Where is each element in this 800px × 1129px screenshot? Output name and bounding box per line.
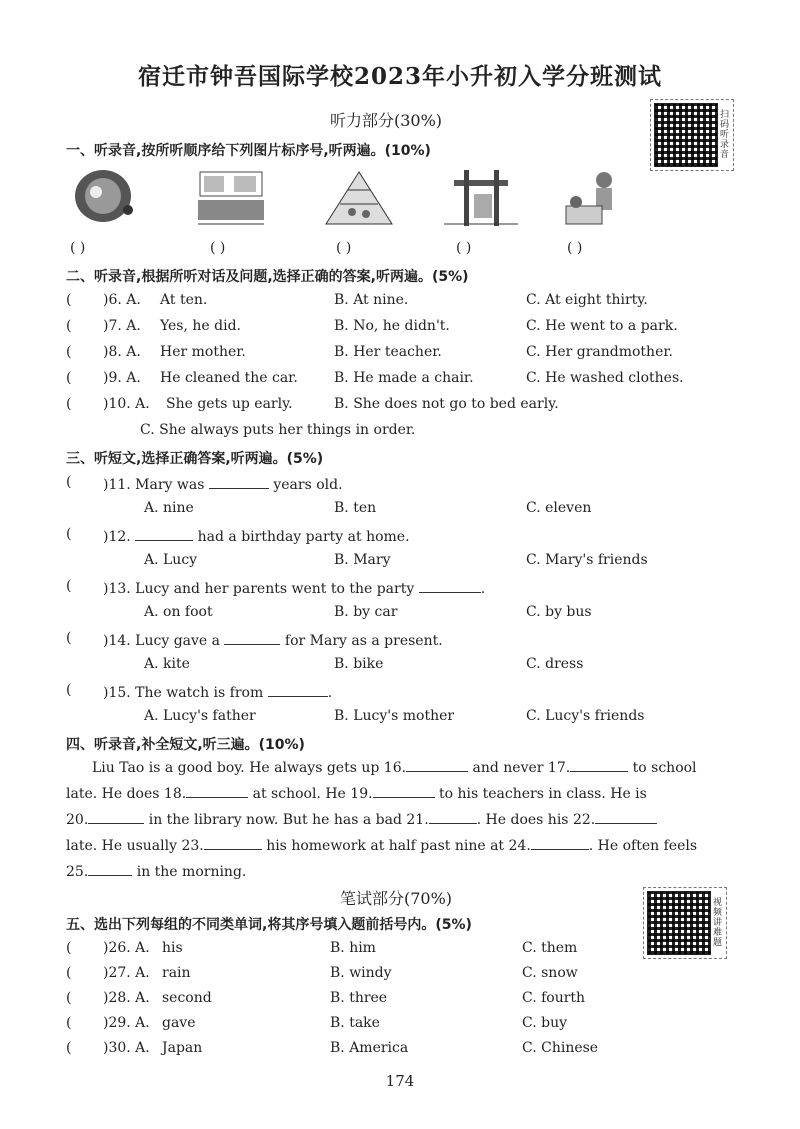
- option-a: A. Lucy's father: [144, 708, 256, 724]
- question-number: )29. A.: [103, 1015, 150, 1031]
- question-number: )8. A.: [103, 344, 141, 360]
- option-a: gave: [162, 1015, 196, 1031]
- picture-3-answer[interactable]: ( ): [336, 240, 352, 256]
- qr-code-icon: [654, 103, 718, 167]
- stem-start: )15. The watch is from: [103, 685, 264, 701]
- page-title: 宿迁市钟吾国际学校2023年小升初入学分班测试: [137, 63, 662, 90]
- answer-blank[interactable]: [135, 526, 193, 541]
- option-a: She gets up early.: [166, 396, 293, 412]
- stem-start: )11. Mary was: [103, 477, 205, 493]
- passage-text: at school. He: [252, 786, 346, 802]
- answer-blank[interactable]: [209, 474, 269, 489]
- answer-paren[interactable]: (: [66, 990, 72, 1006]
- option-c: C. Mary's friends: [526, 552, 648, 568]
- picture-3-icon: [322, 166, 396, 228]
- passage-text: and never: [472, 760, 544, 776]
- blank-number: 22.: [572, 812, 596, 828]
- option-a: his: [162, 940, 183, 956]
- passage-text: in the library now. But he has a bad: [148, 812, 402, 828]
- question-stem: [103, 578, 485, 597]
- picture-2-icon: [194, 166, 268, 228]
- option-b: B. She does not go to bed early.: [334, 396, 559, 412]
- question-stem: [103, 474, 343, 493]
- answer-paren[interactable]: (: [66, 965, 72, 981]
- stem-start: )12.: [103, 529, 131, 545]
- picture-5-answer[interactable]: ( ): [567, 240, 583, 256]
- option-b: B. No, he didn't.: [334, 318, 450, 334]
- blank-number: 17.: [547, 760, 571, 776]
- option-c: C. She always puts her things in order.: [140, 422, 416, 438]
- option-b: B. bike: [334, 656, 384, 672]
- option-b: B. him: [330, 940, 376, 956]
- option-c: C. Chinese: [522, 1040, 599, 1056]
- question-number: )10. A.: [103, 396, 150, 412]
- question-stem: [103, 630, 443, 649]
- answer-paren[interactable]: (: [66, 682, 72, 698]
- option-c: C. by bus: [526, 604, 592, 620]
- answer-blank[interactable]: [88, 809, 144, 824]
- picture-5-icon: [560, 166, 634, 228]
- answer-blank[interactable]: [373, 783, 435, 798]
- passage-text: . He often feels: [588, 838, 698, 854]
- picture-1-answer[interactable]: ( ): [70, 240, 86, 256]
- option-c: C. them: [522, 940, 578, 956]
- question-number: )26. A.: [103, 940, 150, 956]
- answer-paren[interactable]: (: [66, 1015, 72, 1031]
- option-a: A. on foot: [144, 604, 213, 620]
- option-c: C. Lucy's friends: [526, 708, 645, 724]
- option-b: B. America: [330, 1040, 409, 1056]
- answer-blank[interactable]: [186, 783, 248, 798]
- qr-label: 扫码听录音: [720, 110, 730, 160]
- option-c: C. dress: [526, 656, 584, 672]
- picture-2-answer[interactable]: ( ): [210, 240, 226, 256]
- option-b: B. He made a chair.: [334, 370, 474, 386]
- option-a: Yes, he did.: [160, 318, 241, 334]
- picture-1-icon: [66, 166, 140, 228]
- option-b: B. Her teacher.: [334, 344, 442, 360]
- answer-blank[interactable]: [531, 835, 589, 850]
- option-a: Japan: [162, 1040, 203, 1056]
- option-b: B. At nine.: [334, 292, 409, 308]
- answer-blank[interactable]: [406, 757, 468, 772]
- blank-number: 18.: [163, 786, 187, 802]
- passage-text: Liu Tao is a good boy. He always gets up: [92, 760, 380, 776]
- option-a: At ten.: [160, 292, 208, 308]
- option-c: C. buy: [522, 1015, 568, 1031]
- option-a: A. nine: [144, 500, 194, 516]
- stem-start: )14. Lucy gave a: [103, 633, 220, 649]
- blank-number: 23.: [181, 838, 204, 854]
- option-c: C. He washed clothes.: [526, 370, 684, 386]
- passage-text: to school: [632, 760, 697, 776]
- answer-blank[interactable]: [595, 809, 657, 824]
- option-a: Her mother.: [160, 344, 246, 360]
- answer-paren[interactable]: (: [66, 344, 72, 360]
- stem-end: for Mary as a present.: [284, 633, 443, 649]
- passage-text: his homework at half past nine at: [266, 838, 505, 854]
- qr-code-icon: [647, 891, 711, 955]
- answer-paren[interactable]: (: [66, 940, 72, 956]
- page-number: 174: [385, 1072, 415, 1090]
- option-b: B. windy: [330, 965, 392, 981]
- stem-end: years old.: [273, 477, 343, 493]
- option-c: C. snow: [522, 965, 578, 981]
- qr-code-video[interactable]: [643, 887, 727, 959]
- stem-end: had a birthday party at home.: [197, 529, 410, 545]
- option-c: C. Her grandmother.: [526, 344, 673, 360]
- answer-blank[interactable]: [419, 578, 481, 593]
- answer-paren[interactable]: (: [66, 370, 72, 386]
- question-number: )7. A.: [103, 318, 141, 334]
- stem-end: .: [327, 685, 333, 701]
- blank-number: 16.: [383, 760, 407, 776]
- option-b: B. Mary: [334, 552, 391, 568]
- question-number: )30. A.: [103, 1040, 150, 1056]
- question-number: )6. A.: [103, 292, 141, 308]
- answer-paren[interactable]: (: [66, 630, 72, 646]
- option-b: B. three: [330, 990, 388, 1006]
- option-a: A. kite: [144, 656, 190, 672]
- option-a: second: [162, 990, 212, 1006]
- picture-4-icon: [444, 166, 518, 228]
- answer-blank[interactable]: [429, 809, 477, 824]
- question-stem: [103, 682, 332, 701]
- answer-paren[interactable]: (: [66, 318, 72, 334]
- section-1-heading: 一、听录音,按所听顺序给下列图片标序号,听两遍。(10%): [66, 143, 431, 159]
- stem-start: )13. Lucy and her parents went to the party: [103, 581, 415, 597]
- answer-paren[interactable]: (: [66, 474, 72, 490]
- answer-paren[interactable]: (: [66, 526, 72, 542]
- option-c: C. fourth: [522, 990, 586, 1006]
- option-b: B. ten: [334, 500, 377, 516]
- blank-number: 25.: [66, 864, 89, 880]
- passage-text: in the morning.: [136, 864, 247, 880]
- section-3-heading: 三、听短文,选择正确答案,听两遍。(5%): [66, 451, 324, 467]
- option-c: C. At eight thirty.: [526, 292, 648, 308]
- option-c: C. eleven: [526, 500, 592, 516]
- section-4-heading: 四、听录音,补全短文,听三遍。(10%): [66, 737, 305, 753]
- option-a: A. Lucy: [144, 552, 198, 568]
- option-b: B. Lucy's mother: [334, 708, 455, 724]
- option-a: rain: [162, 965, 191, 981]
- qr-code-listen[interactable]: [650, 99, 734, 171]
- passage-text: . He does his: [476, 812, 569, 828]
- option-a: He cleaned the car.: [160, 370, 298, 386]
- listening-header: 听力部分(30%): [330, 111, 443, 130]
- picture-4-answer[interactable]: ( ): [456, 240, 472, 256]
- blank-number: 20.: [66, 812, 89, 828]
- answer-paren[interactable]: (: [66, 396, 72, 412]
- section-5-heading: 五、选出下列每组的不同类单词,将其序号填入题前括号内。(5%): [66, 917, 472, 933]
- answer-blank[interactable]: [268, 682, 328, 697]
- option-b: B. take: [330, 1015, 380, 1031]
- answer-paren[interactable]: (: [66, 1040, 72, 1056]
- question-stem: [103, 526, 410, 545]
- answer-blank[interactable]: [570, 757, 628, 772]
- qr-label: 视频讲难题: [713, 898, 723, 948]
- question-number: )27. A.: [103, 965, 150, 981]
- question-number: )9. A.: [103, 370, 141, 386]
- blank-number: 24.: [508, 838, 531, 854]
- passage-text: late. He usually: [66, 838, 178, 854]
- blank-number: 21.: [406, 812, 429, 828]
- answer-paren[interactable]: (: [66, 292, 72, 308]
- passage-text: to his teachers in class. He is: [439, 786, 647, 802]
- option-b: B. by car: [334, 604, 398, 620]
- answer-blank[interactable]: [224, 630, 280, 645]
- answer-blank[interactable]: [204, 835, 262, 850]
- section-2-heading: 二、听录音,根据所听对话及问题,选择正确的答案,听两遍。(5%): [66, 269, 469, 285]
- passage-text: late. He does: [66, 786, 160, 802]
- option-c: C. He went to a park.: [526, 318, 678, 334]
- blank-number: 19.: [350, 786, 373, 802]
- writing-header: 笔试部分(70%): [340, 889, 453, 908]
- cloze-passage: [66, 755, 736, 885]
- question-number: )28. A.: [103, 990, 150, 1006]
- answer-blank[interactable]: [88, 861, 132, 876]
- answer-paren[interactable]: (: [66, 578, 72, 594]
- stem-end: .: [480, 581, 486, 597]
